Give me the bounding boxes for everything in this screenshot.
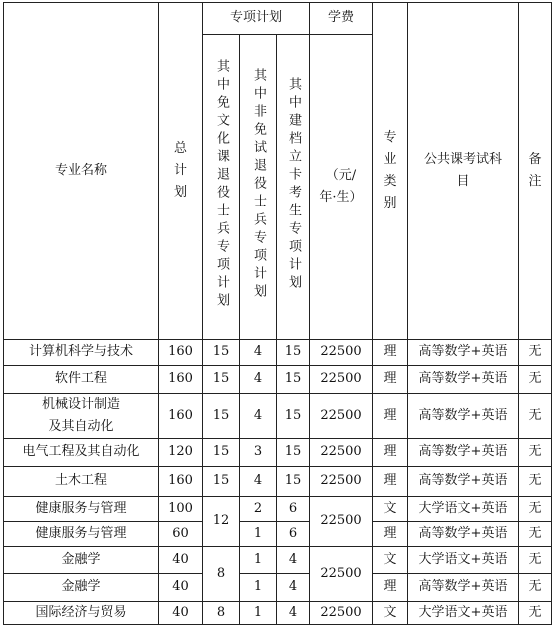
remark-cell: 无 [519,547,552,574]
free-exempt-cell: 15 [203,340,240,366]
free-exempt-cell: 15 [203,439,240,467]
remark-cell: 无 [519,340,552,366]
major-name-cell: 健康服务与管理 [4,522,159,547]
category-cell: 理 [373,467,408,497]
exam-subjects-cell: 高等数学+英语 [408,522,519,547]
total-plan-cell: 120 [159,439,203,467]
category-cell: 理 [373,522,408,547]
category-cell: 理 [373,340,408,366]
exam-subjects-cell: 高等数学+英语 [408,574,519,602]
poverty-cell: 6 [277,522,310,547]
non-exempt-cell: 1 [240,574,277,602]
poverty-cell: 6 [277,497,310,522]
major-name-cell: 金融学 [4,547,159,574]
table-row [4,467,552,497]
major-name-cell: 国际经济与贸易 [4,602,159,625]
remark-cell: 无 [519,467,552,497]
free-exempt-cell: 12 [203,497,240,547]
major-name-cell: 电气工程及其自动化 [4,439,159,467]
exam-subjects-cell: 高等数学+英语 [408,366,519,394]
header-major-name: 专业名称 [4,3,159,340]
table-row [4,547,552,574]
non-exempt-cell: 1 [240,522,277,547]
exam-subjects-cell: 高等数学+英语 [408,467,519,497]
poverty-cell: 4 [277,602,310,625]
total-plan-cell: 100 [159,497,203,522]
header-exam-subjects: 公共课考试科 目 [408,3,519,340]
poverty-cell: 4 [277,547,310,574]
major-name-cell: 计算机科学与技术 [4,340,159,366]
poverty-cell: 15 [277,467,310,497]
major-name-cell: 健康服务与管理 [4,497,159,522]
poverty-cell: 15 [277,439,310,467]
poverty-cell: 4 [277,574,310,602]
free-exempt-cell: 8 [203,547,240,602]
total-plan-cell: 40 [159,547,203,574]
total-plan-cell: 60 [159,522,203,547]
table-row [4,439,552,467]
total-plan-cell: 40 [159,602,203,625]
non-exempt-cell: 4 [240,394,277,439]
remark-cell: 无 [519,522,552,547]
category-cell: 文 [373,602,408,625]
total-plan-cell: 160 [159,366,203,394]
non-exempt-cell: 1 [240,547,277,574]
header-remark: 备 注 [519,3,552,340]
total-plan-cell: 160 [159,340,203,366]
table-row [4,394,552,439]
remark-cell: 无 [519,394,552,439]
non-exempt-cell: 4 [240,467,277,497]
major-name-cell: 软件工程 [4,366,159,394]
header-category: 专 业 类 别 [373,3,408,340]
free-exempt-cell: 15 [203,366,240,394]
category-cell: 理 [373,366,408,394]
non-exempt-cell: 4 [240,366,277,394]
exam-subjects-cell: 高等数学+英语 [408,340,519,366]
major-name-cell: 金融学 [4,574,159,602]
tuition-cell: 22500 [310,394,373,439]
remark-cell: 无 [519,497,552,522]
tuition-cell: 22500 [310,340,373,366]
remark-cell: 无 [519,366,552,394]
poverty-cell: 15 [277,340,310,366]
remark-cell: 无 [519,602,552,625]
category-cell: 理 [373,574,408,602]
total-plan-cell: 40 [159,574,203,602]
tuition-cell: 22500 [310,547,373,602]
free-exempt-cell: 15 [203,394,240,439]
non-exempt-cell: 3 [240,439,277,467]
exam-subjects-cell: 高等数学+英语 [408,394,519,439]
tuition-cell: 22500 [310,602,373,625]
tuition-cell: 22500 [310,439,373,467]
tuition-cell: 22500 [310,467,373,497]
total-plan-cell: 160 [159,394,203,439]
table-row [4,497,552,522]
header-total-plan: 总 计 划 [159,3,203,340]
table-row [4,340,552,366]
non-exempt-cell: 4 [240,340,277,366]
header-poverty-registered: 其中建档立卡考生专项计划 [277,35,310,340]
header-row-1 [4,3,552,35]
header-tuition-unit: （元/ 年·生） [310,35,373,340]
non-exempt-cell: 2 [240,497,277,522]
non-exempt-cell: 1 [240,602,277,625]
poverty-cell: 15 [277,394,310,439]
header-free-exempt-veterans: 其中免文化课退役士兵专项计划 [203,35,240,340]
enrollment-plan-table [3,2,552,625]
category-cell: 文 [373,547,408,574]
table-row [4,522,552,547]
total-plan-cell: 160 [159,467,203,497]
major-name-cell: 机械设计制造 及其自动化 [4,394,159,439]
header-tuition: 学费 [310,3,373,35]
remark-cell: 无 [519,574,552,602]
category-cell: 理 [373,394,408,439]
remark-cell: 无 [519,439,552,467]
exam-subjects-cell: 大学语文+英语 [408,547,519,574]
poverty-cell: 15 [277,366,310,394]
header-special-plan: 专项计划 [203,3,310,35]
major-name-cell: 土木工程 [4,467,159,497]
tuition-cell: 22500 [310,366,373,394]
table-row [4,366,552,394]
tuition-cell: 22500 [310,497,373,547]
header-non-exempt-veterans: 其中非免试退役士兵专项计划 [240,35,277,340]
exam-subjects-cell: 大学语文+英语 [408,602,519,625]
table-row [4,602,552,625]
exam-subjects-cell: 高等数学+英语 [408,439,519,467]
category-cell: 理 [373,439,408,467]
free-exempt-cell: 8 [203,602,240,625]
free-exempt-cell: 15 [203,467,240,497]
table-row [4,574,552,602]
exam-subjects-cell: 大学语文+英语 [408,497,519,522]
category-cell: 文 [373,497,408,522]
